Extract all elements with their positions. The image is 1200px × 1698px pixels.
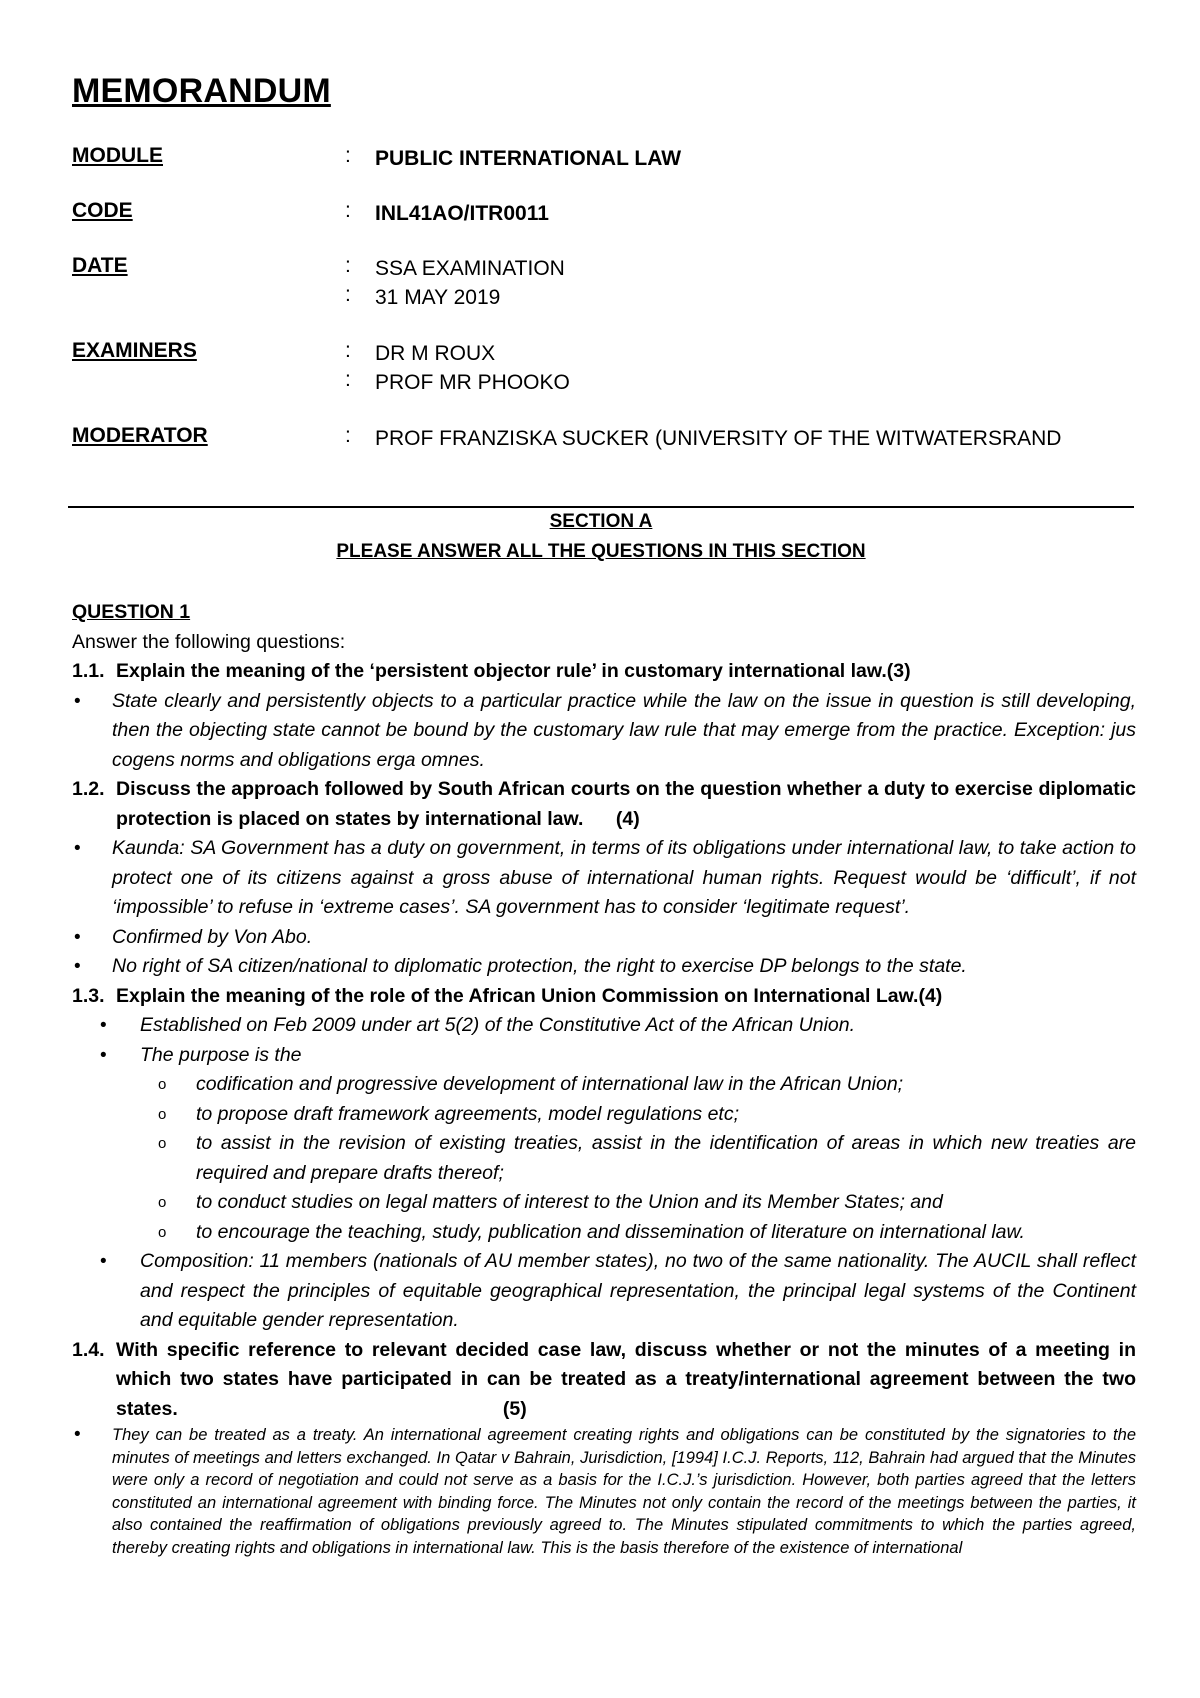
date-value-1: SSA EXAMINATION [375, 257, 565, 280]
answer-1-2-bullet-von-abo: • Confirmed by Von Abo. [72, 923, 1136, 953]
question-1-4-text: With specific reference to relevant decided case law, discuss whether or not the minutes of a meeting in which two states have participated in can be treated as a treaty/international agreement between the two states. [116, 1338, 1136, 1420]
answer-1-2-bullet-kaunda: • Kaunda: SA Government has a duty on government, in terms of its obligations under international law, to take action to protect one of its citizens against a gross abuse of international human rights. Request would be ‘difficult’, if not ‘impossible’ to refuse in ‘extreme cases’. SA government has to consider ‘legitimate request’. [72, 834, 1136, 923]
purpose-item-studies: o to conduct studies on legal matters of interest to the Union and its Member States; and [72, 1188, 1136, 1218]
answer-1-1-list [72, 687, 1136, 776]
module-value: PUBLIC INTERNATIONAL LAW [375, 147, 682, 170]
question-1-2 [72, 775, 1136, 834]
question-1-intro: Answer the following questions: [72, 630, 346, 653]
question-1-3-text: Explain the meaning of the role of the African Union Commission on International Law.(4) [116, 984, 943, 1007]
answer-1-4-list [72, 1424, 1136, 1559]
moderator-label: MODERATOR [72, 424, 208, 447]
question-1-body [72, 598, 1136, 1559]
answer-1-3-bullet-purpose: • The purpose is the [72, 1041, 1136, 1071]
moderator-value: PROF FRANZISKA SUCKER (UNIVERSITY OF THE WITWATERSRAND [375, 427, 1062, 450]
date-label: DATE [72, 254, 128, 277]
question-1-heading: QUESTION 1 [72, 601, 191, 623]
question-1-4 [72, 1336, 1136, 1425]
question-1-4-number: 1.4. [72, 1338, 105, 1361]
section-divider [68, 506, 1134, 508]
answer-1-3-bullet-established: • Established on Feb 2009 under art 5(2) of the Constitutive Act of the African Union. [72, 1011, 1136, 1041]
document-title: MEMORANDUM [72, 72, 331, 110]
code-label: CODE [72, 199, 133, 222]
question-1-1-number: 1.1. [72, 660, 105, 682]
date-value-2: 31 MAY 2019 [375, 286, 501, 309]
date-colon-2: : [345, 283, 351, 306]
answer-1-3-bullet-composition: • Composition: 11 members (nationals of AU member states), no two of the same nationality. The AUCIL shall reflect and respect the principles of equitable geographical representation, the principal legal systems of the Continent and equitable gender representation. [72, 1247, 1136, 1336]
code-value: INL41AO/ITR0011 [375, 202, 549, 225]
question-1-1-text: Explain the meaning of the ‘persistent objector rule’ in customary international law.(3) [116, 660, 911, 682]
purpose-item-teaching: o to encourage the teaching, study, publication and dissemination of literature on international law. [72, 1218, 1136, 1248]
answer-1-4-bullet: • They can be treated as a treaty. An international agreement creating rights and obligations can be constituted by the signatories to the minutes of meetings and letters exchanged. In Qatar v Bahrain, Jurisdiction, [1994] I.C.J. Reports, 112, Bahrain had argued that the Minutes were only a record of negotiation and could not serve as a basis for the I.C.J.’s jurisdiction. However, both parties agreed that the letters constituted an international agreement with binding force. The Minutes not only contain the record of the meetings between the parties, it also contained the reaffirmation of obligations previously agreed to. The Minutes stipulated commitments to which the parties agreed, thereby creating rights and obligations in international law. This is the basis therefore of the existence of international [72, 1424, 1136, 1559]
question-1-1 [72, 657, 1136, 687]
question-1-2-marks: (4) [615, 807, 640, 830]
answer-1-3-list-2 [72, 1247, 1136, 1336]
answer-1-1-bullet: • State clearly and persistently objects to a particular practice while the law on the issue in question is still developing, then the objecting state cannot be bound by the customary law rule that may emerge from the practice. Exception: jus cogens norms and obligations erga omnes. [72, 687, 1136, 776]
answer-1-3-list [72, 1011, 1136, 1070]
section-instruction: PLEASE ANSWER ALL THE QUESTIONS IN THIS SECTION [336, 541, 866, 562]
answer-1-2-bullet-no-right: • No right of SA citizen/national to diplomatic protection, the right to exercise DP belongs to the state. [72, 952, 1136, 982]
module-colon: : [345, 144, 351, 167]
question-1-4-marks: (5) [502, 1397, 527, 1420]
section-title: SECTION A [549, 511, 653, 532]
moderator-colon: : [345, 424, 351, 447]
code-colon: : [345, 199, 351, 222]
examiners-colon-2: : [345, 368, 351, 391]
answer-1-2-list [72, 834, 1136, 982]
purpose-item-codification: o codification and progressive development of international law in the African Union; [72, 1070, 1136, 1100]
purpose-item-draft-agreements: o to propose draft framework agreements, model regulations etc; [72, 1100, 1136, 1130]
examiner-1: DR M ROUX [375, 342, 496, 365]
examiners-colon: : [345, 339, 351, 362]
examiner-2: PROF MR PHOOKO [375, 371, 570, 394]
question-1-3-number: 1.3. [72, 984, 105, 1007]
purpose-item-revision: o to assist in the revision of existing treaties, assist in the identification of areas in which new treaties are required and prepare drafts thereof; [72, 1129, 1136, 1188]
examiners-label: EXAMINERS [72, 339, 197, 362]
question-1-2-number: 1.2. [72, 778, 105, 800]
question-1-2-text: Discuss the approach followed by South African courts on the question whether a duty to exercise diplomatic protection is placed on states by international law. [116, 778, 1136, 830]
question-1-3 [72, 982, 1136, 1012]
module-label: MODULE [72, 144, 163, 167]
date-colon: : [345, 254, 351, 277]
answer-1-3-purpose-list [72, 1070, 1136, 1247]
